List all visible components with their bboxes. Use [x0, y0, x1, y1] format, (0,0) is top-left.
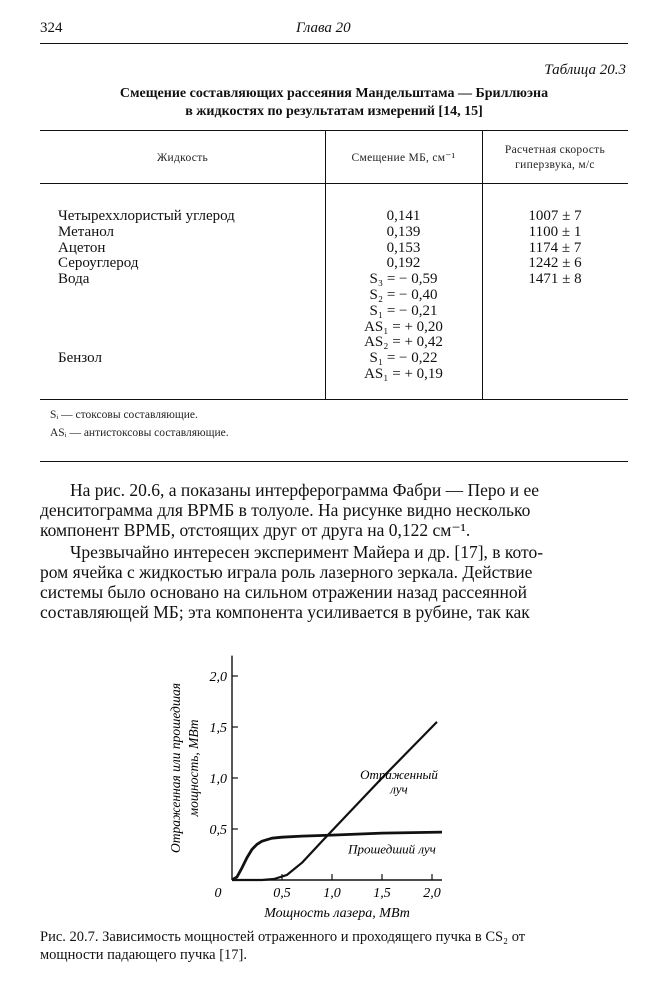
paragraph-2-line-3: системы было основано на сильном отражении назад рассеянной — [40, 582, 528, 602]
y-tick-label: 2,0 — [209, 670, 227, 685]
row-shift: S₁ = − 0,22 — [369, 350, 438, 367]
table-caption-line-2: в жидкостях по результатам измерений [14, 15] — [185, 104, 483, 119]
paragraph-1-line-3: компонент ВРМБ, отстоящих друг от друга на 0,122 см⁻¹. — [40, 520, 471, 540]
data-table — [40, 130, 628, 462]
row-liquid: Четыреххлористый углерод — [58, 208, 235, 224]
power-chart — [160, 632, 480, 922]
row-speed: 1242 ± 6 — [528, 255, 582, 272]
note-stokes: Sᵢ — стоксовы составляющие. — [50, 409, 198, 421]
x-tick-label: 2,0 — [423, 886, 441, 901]
y-tick-label: 0,5 — [209, 823, 227, 838]
row-shift: 0,153 — [386, 239, 421, 256]
row-speed: 1174 ± 7 — [528, 239, 582, 256]
header-liquid: Жидкость — [156, 152, 209, 164]
row-speed: 1007 ± 7 — [528, 208, 582, 224]
x-tick-label: 1,0 — [323, 886, 341, 901]
row-shift: 0,192 — [386, 255, 421, 272]
figure-caption-line-2: мощности падающего пучка [17]. — [40, 947, 247, 963]
header-speed-line-2: гиперзвука, м/с — [515, 159, 595, 171]
figure-caption — [40, 928, 630, 964]
x-tick-label: 0,5 — [273, 886, 291, 901]
figure-caption-line-1: Рис. 20.7. Зависимость мощностей отраженного и проходящего пучка в CS₂ от — [40, 929, 526, 945]
table-label: Таблица 20.3 — [544, 62, 626, 78]
row-liquid: Вода — [58, 271, 90, 288]
header-rule — [40, 43, 628, 44]
paragraph-1-line-2: денситограмма для ВРМБ в толуоле. На рисунке видно несколько — [40, 500, 531, 520]
notes-divider — [40, 399, 628, 400]
row-liquid: Ацетон — [58, 239, 106, 256]
row-shift: AS₂ = + 0,42 — [364, 334, 443, 351]
row-liquid: Сероуглерод — [58, 255, 139, 272]
paragraph-2-line-2: ром ячейка с жидкостью играла роль лазерного зеркала. Действие — [40, 562, 533, 582]
paragraph-2-line-1: Чрезвычайно интересен эксперимент Майера и др. [17], в кото- — [70, 542, 544, 562]
header-shift: Смещение МБ, см⁻¹ — [351, 152, 456, 164]
table-caption-line-1: Смещение составляющих рассеяния Мандельштама — Бриллюэна — [119, 86, 549, 101]
row-speed: 1100 ± 1 — [528, 223, 582, 240]
row-shift: S₂ = − 0,40 — [369, 287, 438, 303]
running-head: Глава 20 — [296, 20, 351, 36]
x-axis-title: Мощность лазера, МВт — [264, 906, 410, 921]
series-label-transmitted: Прошедший луч — [348, 841, 436, 857]
row-shift: S₁ = − 0,21 — [369, 302, 438, 319]
page-number: 324 — [40, 20, 63, 36]
x-tick-label: 1,5 — [373, 886, 391, 901]
y-axis-title-line-2: мощность, МВт — [186, 719, 201, 817]
row-liquid: Бензол — [58, 350, 102, 367]
header-speed-line-1: Расчетная скорость — [504, 144, 606, 156]
row-shift: AS₁ = + 0,19 — [364, 366, 443, 382]
row-shift: 0,141 — [386, 208, 421, 224]
y-axis-title-line-1: Отраженная или прошедшая — [168, 682, 183, 854]
row-speed: 1471 ± 8 — [528, 271, 582, 288]
y-tick-label: 1,5 — [209, 721, 227, 736]
x-tick-label: 0 — [214, 886, 222, 901]
row-shift: AS₁ = + 0,20 — [364, 318, 443, 335]
header-divider — [40, 183, 628, 184]
series-label-reflected-line-1: Отраженный — [360, 767, 438, 783]
row-shift: 0,139 — [386, 223, 421, 240]
header-speed — [482, 143, 628, 173]
series-label-reflected-line-2: луч — [390, 781, 408, 797]
row-liquid: Метанол — [58, 223, 115, 240]
y-tick-label: 1,0 — [209, 772, 227, 787]
row-shift: S₃ = − 0,59 — [369, 271, 438, 288]
paragraph-2-line-4: составляющей МБ; эта компонента усиливается в рубине, так как — [40, 602, 530, 622]
note-antistokes: ASᵢ — антистоксовы составляющие. — [50, 427, 229, 439]
paragraph-1-line-1: На рис. 20.6, а показаны интерферограмма Фабри — Перо и ее — [70, 480, 540, 500]
